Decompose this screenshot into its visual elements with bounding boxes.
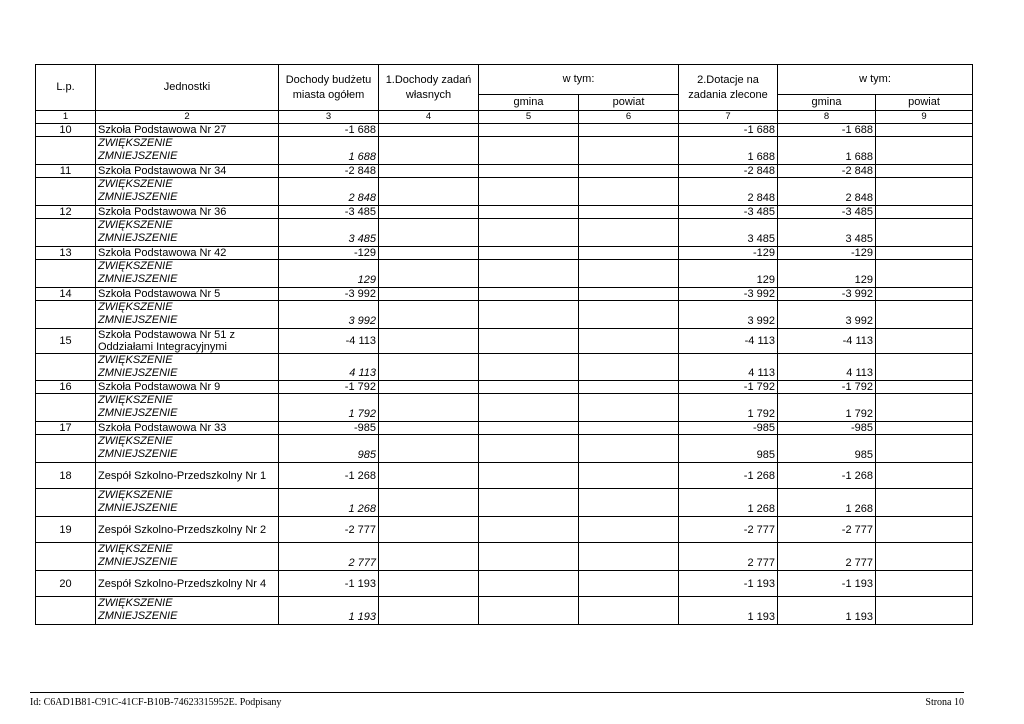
own-powiat-cell: [579, 247, 679, 260]
decrease-grants-value: 1 688: [679, 137, 778, 165]
column-numbers-row: [36, 111, 973, 124]
adj-own-powiat-cell: [579, 301, 679, 329]
grants-gmina-value: -1 792: [778, 381, 876, 394]
grants-value: -129: [679, 247, 778, 260]
own-gmina-cell: [479, 571, 579, 597]
own-gmina-cell: [479, 422, 579, 435]
header-of-which-2: w tym:: [778, 65, 973, 95]
own-gmina-cell: [479, 463, 579, 489]
grants-powiat-cell: [876, 381, 973, 394]
adjustment-row: [36, 354, 973, 381]
adj-grants-powiat-cell: [876, 597, 973, 625]
decrease-total-value: 1 193: [279, 597, 379, 625]
adj-own-powiat-cell: [579, 260, 679, 288]
decrease-grants-gmina-value: 1 268: [778, 489, 876, 517]
table-row: [36, 463, 973, 489]
column-number: 8: [778, 111, 876, 124]
grants-gmina-value: -2 848: [778, 165, 876, 178]
row-number: 17: [36, 422, 96, 435]
column-number: 1: [36, 111, 96, 124]
adj-own-gmina-cell: [479, 597, 579, 625]
grants-gmina-value: -4 113: [778, 329, 876, 354]
decrease-label: ZMNIEJSZENIE: [98, 232, 178, 244]
header-powiat-2: powiat: [876, 95, 973, 111]
unit-name: Szkoła Podstawowa Nr 9: [96, 381, 279, 394]
adj-grants-powiat-cell: [876, 489, 973, 517]
row-number: 14: [36, 288, 96, 301]
header-units: Jednostki: [96, 65, 279, 111]
decrease-total-value: 985: [279, 435, 379, 463]
adjustment-lp-cell: [36, 219, 96, 247]
adj-grants-powiat-cell: [876, 178, 973, 206]
adjustment-row: [36, 137, 973, 165]
decrease-grants-gmina-value: 1 792: [778, 394, 876, 422]
own-income-cell: [379, 571, 479, 597]
own-income-cell: [379, 463, 479, 489]
decrease-total-value: 129: [279, 260, 379, 288]
grants-powiat-cell: [876, 329, 973, 354]
adjustment-lp-cell: [36, 543, 96, 571]
adj-grants-powiat-cell: [876, 260, 973, 288]
adj-own-gmina-cell: [479, 178, 579, 206]
header-powiat: powiat: [579, 95, 679, 111]
own-income-cell: [379, 288, 479, 301]
adj-own-powiat-cell: [579, 178, 679, 206]
grants-value: -985: [679, 422, 778, 435]
adjustment-lp-cell: [36, 301, 96, 329]
own-income-cell: [379, 422, 479, 435]
grants-gmina-value: -129: [778, 247, 876, 260]
grants-powiat-cell: [876, 422, 973, 435]
decrease-label: ZMNIEJSZENIE: [98, 150, 178, 162]
own-powiat-cell: [579, 165, 679, 178]
row-number: 19: [36, 517, 96, 543]
adjustment-labels: [96, 354, 279, 381]
decrease-total-value: 3 485: [279, 219, 379, 247]
column-number: 9: [876, 111, 973, 124]
decrease-label: ZMNIEJSZENIE: [98, 448, 178, 460]
table-row: [36, 124, 973, 137]
own-powiat-cell: [579, 422, 679, 435]
grants-powiat-cell: [876, 463, 973, 489]
decrease-label: ZMNIEJSZENIE: [98, 367, 178, 379]
adj-grants-powiat-cell: [876, 137, 973, 165]
adj-own-gmina-cell: [479, 354, 579, 381]
adjustment-labels: [96, 435, 279, 463]
own-income-cell: [379, 206, 479, 219]
adj-own-gmina-cell: [479, 260, 579, 288]
decrease-grants-value: 4 113: [679, 354, 778, 381]
own-income-cell: [379, 517, 479, 543]
adjustment-labels: [96, 543, 279, 571]
increase-label: ZWIĘKSZENIE: [98, 394, 173, 406]
adjustment-labels: [96, 219, 279, 247]
own-powiat-cell: [579, 329, 679, 354]
decrease-label: ZMNIEJSZENIE: [98, 610, 178, 622]
decrease-grants-value: 1 193: [679, 597, 778, 625]
own-powiat-cell: [579, 381, 679, 394]
increase-label: ZWIĘKSZENIE: [98, 137, 173, 149]
adjustment-lp-cell: [36, 178, 96, 206]
header-grants: 2.Dotacje na zadania zlecone: [679, 65, 778, 111]
grants-powiat-cell: [876, 288, 973, 301]
own-gmina-cell: [479, 247, 579, 260]
table-row: [36, 165, 973, 178]
grants-value: -4 113: [679, 329, 778, 354]
increase-label: ZWIĘKSZENIE: [98, 489, 173, 501]
grants-value: -1 688: [679, 124, 778, 137]
adj-own-powiat-cell: [579, 435, 679, 463]
decrease-grants-gmina-value: 129: [778, 260, 876, 288]
column-number: 3: [279, 111, 379, 124]
adjustment-lp-cell: [36, 394, 96, 422]
adj-grants-powiat-cell: [876, 543, 973, 571]
adj-own-income-cell: [379, 354, 479, 381]
adjustment-row: [36, 394, 973, 422]
grants-gmina-value: -3 485: [778, 206, 876, 219]
decrease-grants-gmina-value: 2 848: [778, 178, 876, 206]
decrease-grants-value: 3 992: [679, 301, 778, 329]
decrease-grants-gmina-value: 1 688: [778, 137, 876, 165]
own-powiat-cell: [579, 463, 679, 489]
decrease-grants-gmina-value: 3 992: [778, 301, 876, 329]
adj-own-gmina-cell: [479, 543, 579, 571]
total-income-value: -1 193: [279, 571, 379, 597]
total-income-value: -3 992: [279, 288, 379, 301]
own-powiat-cell: [579, 124, 679, 137]
row-number: 20: [36, 571, 96, 597]
adj-own-gmina-cell: [479, 137, 579, 165]
table-row: [36, 329, 973, 354]
decrease-grants-value: 1 792: [679, 394, 778, 422]
page-footer: [30, 692, 964, 708]
adj-own-income-cell: [379, 137, 479, 165]
adj-own-powiat-cell: [579, 137, 679, 165]
adj-own-powiat-cell: [579, 489, 679, 517]
unit-name: Szkoła Podstawowa Nr 51 z Oddziałami Integracyjnymi: [96, 329, 279, 354]
decrease-grants-value: 985: [679, 435, 778, 463]
adjustment-row: [36, 301, 973, 329]
adj-own-gmina-cell: [479, 301, 579, 329]
grants-value: -1 792: [679, 381, 778, 394]
own-gmina-cell: [479, 288, 579, 301]
decrease-label: ZMNIEJSZENIE: [98, 314, 178, 326]
grants-gmina-value: -1 688: [778, 124, 876, 137]
own-gmina-cell: [479, 329, 579, 354]
adj-own-powiat-cell: [579, 543, 679, 571]
adj-own-income-cell: [379, 219, 479, 247]
unit-name: Zespół Szkolno-Przedszkolny Nr 2: [96, 517, 279, 543]
adj-own-powiat-cell: [579, 354, 679, 381]
adj-own-income-cell: [379, 301, 479, 329]
column-number: 7: [679, 111, 778, 124]
adjustment-labels: [96, 301, 279, 329]
adjustment-lp-cell: [36, 354, 96, 381]
adj-own-gmina-cell: [479, 219, 579, 247]
total-income-value: -2 848: [279, 165, 379, 178]
table-row: [36, 288, 973, 301]
increase-label: ZWIĘKSZENIE: [98, 435, 173, 447]
own-powiat-cell: [579, 571, 679, 597]
adj-own-income-cell: [379, 394, 479, 422]
adjustment-lp-cell: [36, 489, 96, 517]
adj-own-powiat-cell: [579, 219, 679, 247]
decrease-grants-gmina-value: 3 485: [778, 219, 876, 247]
increase-label: ZWIĘKSZENIE: [98, 543, 173, 555]
decrease-total-value: 1 688: [279, 137, 379, 165]
grants-value: -1 268: [679, 463, 778, 489]
own-income-cell: [379, 329, 479, 354]
column-number: 2: [96, 111, 279, 124]
decrease-grants-value: 1 268: [679, 489, 778, 517]
adjustment-row: [36, 597, 973, 625]
column-number: 6: [579, 111, 679, 124]
adj-grants-powiat-cell: [876, 354, 973, 381]
adj-own-powiat-cell: [579, 597, 679, 625]
table-row: [36, 206, 973, 219]
row-number: 12: [36, 206, 96, 219]
decrease-grants-value: 2 848: [679, 178, 778, 206]
decrease-label: ZMNIEJSZENIE: [98, 502, 178, 514]
total-income-value: -1 688: [279, 124, 379, 137]
table-row: [36, 247, 973, 260]
adj-own-gmina-cell: [479, 394, 579, 422]
row-number: 15: [36, 329, 96, 354]
header-total-income: Dochody budżetu miasta ogółem: [279, 65, 379, 111]
decrease-total-value: 1 268: [279, 489, 379, 517]
decrease-total-value: 2 777: [279, 543, 379, 571]
adj-own-powiat-cell: [579, 394, 679, 422]
unit-name: Szkoła Podstawowa Nr 42: [96, 247, 279, 260]
adjustment-labels: [96, 394, 279, 422]
increase-label: ZWIĘKSZENIE: [98, 219, 173, 231]
decrease-label: ZMNIEJSZENIE: [98, 191, 178, 203]
unit-name: Szkoła Podstawowa Nr 27: [96, 124, 279, 137]
adjustment-row: [36, 543, 973, 571]
grants-value: -3 485: [679, 206, 778, 219]
table-row: [36, 381, 973, 394]
adjustment-lp-cell: [36, 260, 96, 288]
adj-grants-powiat-cell: [876, 219, 973, 247]
header-gmina: gmina: [479, 95, 579, 111]
own-gmina-cell: [479, 124, 579, 137]
unit-name: Szkoła Podstawowa Nr 33: [96, 422, 279, 435]
decrease-grants-value: 2 777: [679, 543, 778, 571]
header-of-which: w tym:: [479, 65, 679, 95]
own-income-cell: [379, 381, 479, 394]
grants-powiat-cell: [876, 247, 973, 260]
own-income-cell: [379, 247, 479, 260]
adjustment-lp-cell: [36, 435, 96, 463]
unit-name: Zespół Szkolno-Przedszkolny Nr 1: [96, 463, 279, 489]
own-gmina-cell: [479, 381, 579, 394]
table-row: [36, 517, 973, 543]
adjustment-row: [36, 435, 973, 463]
header-lp: L.p.: [36, 65, 96, 111]
grants-powiat-cell: [876, 517, 973, 543]
adj-own-income-cell: [379, 435, 479, 463]
own-powiat-cell: [579, 288, 679, 301]
own-income-cell: [379, 165, 479, 178]
decrease-grants-gmina-value: 4 113: [778, 354, 876, 381]
unit-name: Szkoła Podstawowa Nr 34: [96, 165, 279, 178]
grants-gmina-value: -3 992: [778, 288, 876, 301]
total-income-value: -129: [279, 247, 379, 260]
decrease-grants-gmina-value: 1 193: [778, 597, 876, 625]
grants-gmina-value: -1 193: [778, 571, 876, 597]
adjustment-row: [36, 260, 973, 288]
grants-gmina-value: -985: [778, 422, 876, 435]
decrease-grants-value: 129: [679, 260, 778, 288]
adjustment-row: [36, 219, 973, 247]
grants-value: -2 777: [679, 517, 778, 543]
total-income-value: -4 113: [279, 329, 379, 354]
grants-value: -2 848: [679, 165, 778, 178]
adjustment-labels: [96, 597, 279, 625]
grants-powiat-cell: [876, 206, 973, 219]
adjustment-row: [36, 178, 973, 206]
grants-powiat-cell: [876, 124, 973, 137]
grants-gmina-value: -2 777: [778, 517, 876, 543]
total-income-value: -985: [279, 422, 379, 435]
row-number: 11: [36, 165, 96, 178]
adj-own-income-cell: [379, 597, 479, 625]
adjustment-lp-cell: [36, 597, 96, 625]
adj-grants-powiat-cell: [876, 394, 973, 422]
adjustment-labels: [96, 137, 279, 165]
column-number: 5: [479, 111, 579, 124]
decrease-grants-gmina-value: 985: [778, 435, 876, 463]
increase-label: ZWIĘKSZENIE: [98, 260, 173, 272]
own-powiat-cell: [579, 206, 679, 219]
adj-own-income-cell: [379, 489, 479, 517]
increase-label: ZWIĘKSZENIE: [98, 178, 173, 190]
row-number: 18: [36, 463, 96, 489]
decrease-total-value: 3 992: [279, 301, 379, 329]
row-number: 13: [36, 247, 96, 260]
adj-own-income-cell: [379, 178, 479, 206]
decrease-grants-value: 3 485: [679, 219, 778, 247]
grants-powiat-cell: [876, 165, 973, 178]
table-row: [36, 571, 973, 597]
adj-own-income-cell: [379, 543, 479, 571]
grants-value: -3 992: [679, 288, 778, 301]
adj-own-gmina-cell: [479, 435, 579, 463]
own-powiat-cell: [579, 517, 679, 543]
decrease-label: ZMNIEJSZENIE: [98, 407, 178, 419]
header-own-income: 1.Dochody zadań własnych: [379, 65, 479, 111]
unit-name: Szkoła Podstawowa Nr 5: [96, 288, 279, 301]
page-number: Strona 10: [925, 697, 964, 708]
total-income-value: -2 777: [279, 517, 379, 543]
decrease-grants-gmina-value: 2 777: [778, 543, 876, 571]
adjustment-labels: [96, 260, 279, 288]
adj-own-income-cell: [379, 260, 479, 288]
own-income-cell: [379, 124, 479, 137]
decrease-label: ZMNIEJSZENIE: [98, 273, 178, 285]
grants-gmina-value: -1 268: [778, 463, 876, 489]
adj-grants-powiat-cell: [876, 301, 973, 329]
document-id: Id: C6AD1B81-C91C-41CF-B10B-74623315952E. Podpisany: [30, 697, 282, 708]
header-gmina-2: gmina: [778, 95, 876, 111]
own-gmina-cell: [479, 517, 579, 543]
table-body: [36, 124, 973, 625]
own-gmina-cell: [479, 206, 579, 219]
row-number: 16: [36, 381, 96, 394]
unit-name: Szkoła Podstawowa Nr 36: [96, 206, 279, 219]
total-income-value: -3 485: [279, 206, 379, 219]
budget-table: [35, 64, 973, 625]
grants-powiat-cell: [876, 571, 973, 597]
decrease-label: ZMNIEJSZENIE: [98, 556, 178, 568]
adj-own-gmina-cell: [479, 489, 579, 517]
row-number: 10: [36, 124, 96, 137]
column-number: 4: [379, 111, 479, 124]
total-income-value: -1 792: [279, 381, 379, 394]
adjustment-labels: [96, 178, 279, 206]
increase-label: ZWIĘKSZENIE: [98, 354, 173, 366]
total-income-value: -1 268: [279, 463, 379, 489]
increase-label: ZWIĘKSZENIE: [98, 301, 173, 313]
decrease-total-value: 2 848: [279, 178, 379, 206]
decrease-total-value: 4 113: [279, 354, 379, 381]
adjustment-labels: [96, 489, 279, 517]
adjustment-row: [36, 489, 973, 517]
adj-grants-powiat-cell: [876, 435, 973, 463]
increase-label: ZWIĘKSZENIE: [98, 597, 173, 609]
unit-name: Zespół Szkolno-Przedszkolny Nr 4: [96, 571, 279, 597]
table-row: [36, 422, 973, 435]
own-gmina-cell: [479, 165, 579, 178]
adjustment-lp-cell: [36, 137, 96, 165]
decrease-total-value: 1 792: [279, 394, 379, 422]
grants-value: -1 193: [679, 571, 778, 597]
